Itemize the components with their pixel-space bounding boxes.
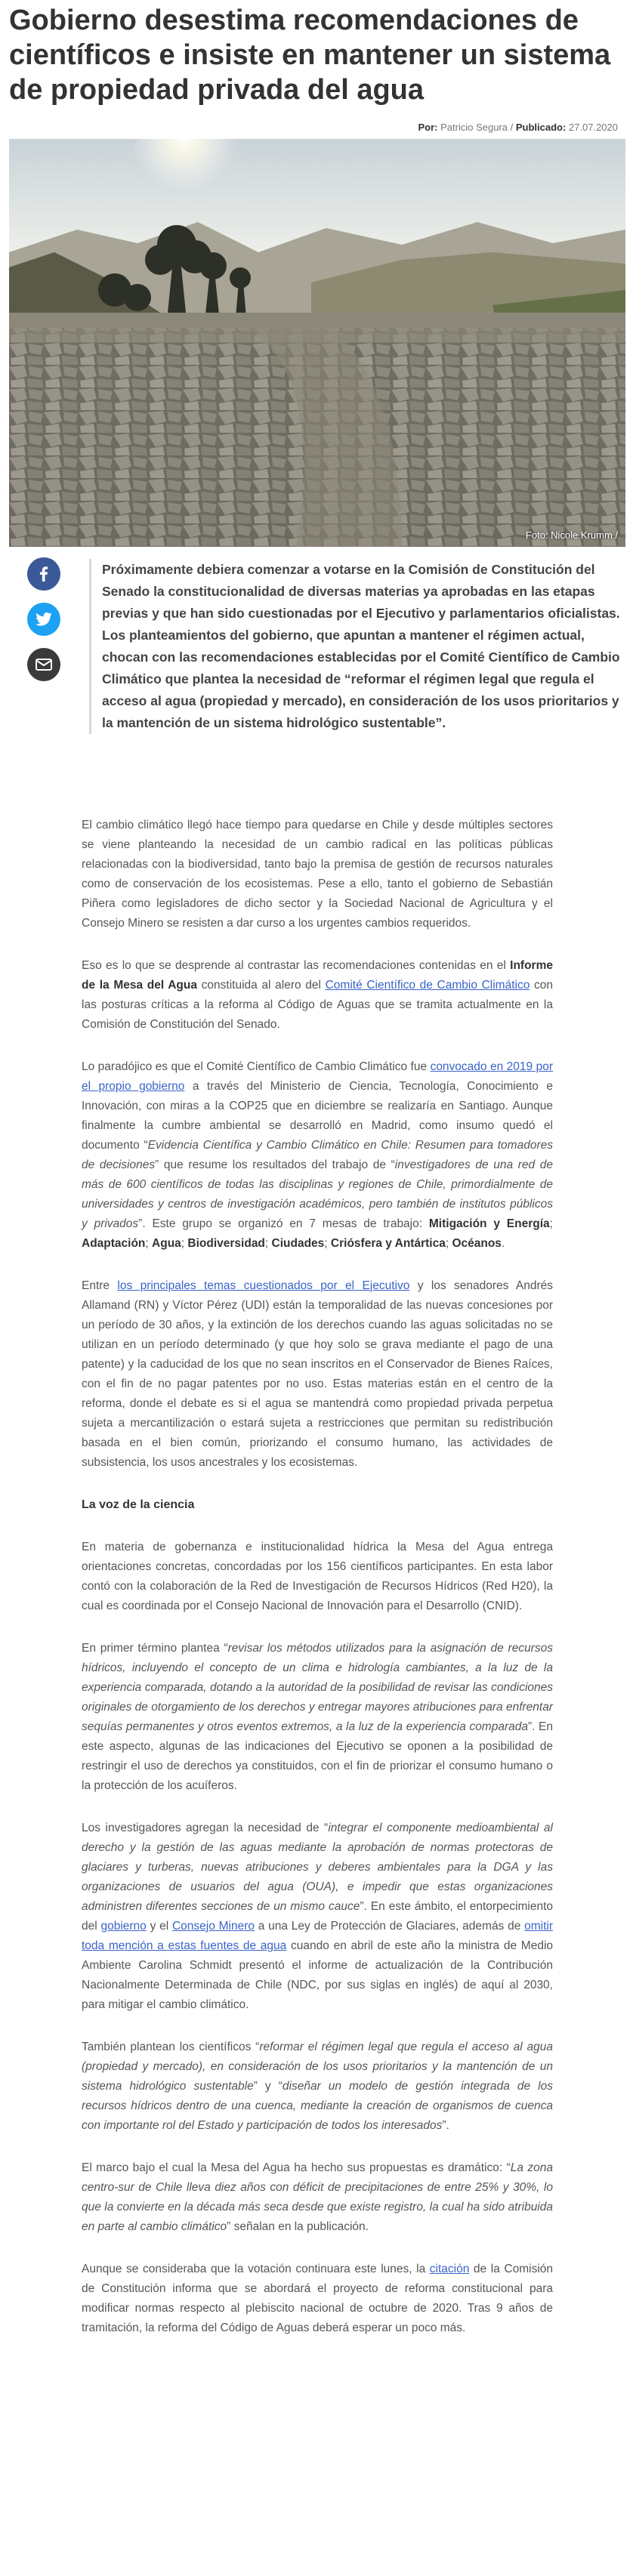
text-run: El marco bajo el cual la Mesa del Agua ha hecho sus propuestas es dramático: “: [82, 2161, 511, 2174]
published-date: 27.07.2020: [568, 122, 618, 133]
twitter-icon: [36, 612, 52, 626]
hero-image: [9, 139, 625, 547]
work-group: Océanos: [452, 1237, 502, 1250]
mesa-del-agua-report: Informe de la Mesa del Agua: [82, 959, 553, 992]
paragraph-1: El cambio climático llegó hace tiempo para quedarse en Chile y desde múltiples sectores se viene planteando la necesidad de un cambio radical en las políticas públicas relacionadas con la biodiversidad, tanto bajo la premisa de gestión de recursos naturales como de conservación de los ecosistemas. Pese a ello, tanto el gobierno de Sebastián Piñera como legisladores de dicho sector y la Sociedad Nacional de Agricultura y el Consejo Minero se resisten a dar curso a los urgentes cambios requeridos.: [82, 819, 553, 930]
paragraph-6: [82, 1639, 553, 1796]
share-buttons: [27, 557, 60, 693]
work-group: Adaptación: [82, 1237, 146, 1250]
byline: [0, 116, 633, 139]
separator: ;: [445, 1237, 452, 1250]
quote: reformar el régimen legal que regula el acceso al agua (propiedad y mercado), en consideración de los usos prioritarios y la mantención de un sistema hidrológico sustentable: [82, 2041, 553, 2093]
published-label: Publicado:: [515, 122, 567, 133]
paragraph-5: En materia de gobernanza e institucionalidad hídrica la Mesa del Agua entrega orientaciones concretas, concordadas por los 156 científicos participantes. En esta labor contó con la colaboración de la Red de Investigación de Recursos Hídricos (Red H20), la cual es coordinada por el Consejo Nacional de Innovación para el Desarrollo (CNID).: [82, 1541, 553, 1612]
text-run: ”. En este aspecto, algunas de las indicaciones del Ejecutivo se oponen a la posibilidad de restringir el uso de derechos ya constituidos, con el fin de priorizar el consumo humano o la protección de los acuíferos.: [82, 1720, 553, 1792]
text-run: a una Ley de Protección de Glaciares, además de: [254, 1920, 525, 1933]
separator: ;: [145, 1237, 153, 1250]
lead-section: [0, 547, 633, 752]
quote: investigadores de una red de más de 600 científicos de todas las disciplinas y regiones de Chile, primordialmente de universidades y centros de investigación académicos, pero también de institutos públicos y privados: [82, 1158, 553, 1230]
paragraph-9: [82, 2158, 553, 2237]
article-title: Gobierno desestima recomendaciones de científicos e insiste en mantener un sistema de propiedad privada del agua: [9, 5, 611, 106]
byline-separator: /: [508, 122, 516, 133]
separator: ;: [324, 1237, 331, 1250]
author-name[interactable]: Patricio Segura: [440, 122, 508, 133]
text-run: Aunque se consideraba que la votación continuara este lunes, la: [82, 2263, 430, 2275]
text-run: a través del Ministerio de Ciencia, Tecnología, Conocimiento e Innovación, con miras a la COP25 que en diciembre se realizaría en Santiago. Aunque finalmente la cumbre ambiental se desarrolló en Madrid, como insumo quedó el documento “: [82, 1080, 553, 1152]
email-share-button[interactable]: [27, 648, 60, 681]
quote: diseñar un modelo de gestión integrada de los recursos hídricos dentro de una cuenca, mediante la creación de organismos de cuenca con importante rol del Estado y participación de todos los interesados: [82, 2080, 553, 2132]
work-group: Criósfera y Antártica: [330, 1237, 446, 1250]
work-group: Mitigación y Energía: [428, 1217, 550, 1230]
facebook-icon: [36, 566, 51, 582]
quote: La zona centro-sur de Chile lleva diez años con déficit de precipitaciones de entre 25% y 30%, lo que la convierte en la década más seca desde que existe registro, la cual ha sido atribuida en parte al cambio climático: [82, 2161, 553, 2233]
link-omitir-mencion[interactable]: omitir toda mención a estas fuentes de agua: [82, 1920, 553, 1952]
separator: .: [501, 1237, 505, 1250]
text-run: cuando en abril de este año la ministra de Medio Ambiente Carolina Schmidt presentó el informe de actualización de la Contribución Nacionalmente Determinada de Chile (NDC, por sus siglas en inglés) de aquí al 2030, para mitigar el cambio climático.: [82, 1939, 554, 2011]
facebook-share-button[interactable]: [27, 557, 60, 591]
paragraph-7: [82, 1819, 553, 2015]
article-lead: Próximamente debiera comenzar a votarse en la Comisión de Constitución del Senado la constitucionalidad de diversas materias ya aprobadas en las etapas previas y que han sido cuestionadas por el Ejecutivo y parlamentarios oficialistas. Los planteamientos del gobierno, que apuntan a mantener el régimen actual, chocan con las recomendaciones establecidas por el Comité Científico de Cambio Climático que plantea la necesidad de “reformar el régimen legal que regula el acceso al agua (propiedad y mercado), en consideración de los usos prioritarios y la mantención de un sistema hidrológico sustentable”.: [89, 559, 631, 734]
text-run: Entre: [82, 1279, 118, 1292]
paragraph-8: [82, 2038, 553, 2136]
photo-credit: Foto: Nicole Krumm /: [525, 529, 618, 541]
paragraph-3: [82, 1057, 553, 1254]
link-convocado-2019[interactable]: convocado en 2019 por el propio gobierno: [82, 1060, 553, 1093]
article-body: [82, 816, 553, 2361]
paragraph-4: [82, 1276, 553, 1473]
text-run: Los investigadores agregan la necesidad de “: [82, 1822, 329, 1834]
text-run: y los senadores Andrés Allamand (RN) y Víctor Pérez (UDI) están la temporalidad de las nuevas concesiones por un período de 30 años, y la extinción de los derechos cuando las aguas solicitadas no se utilizan en un período determinado (y que hoy solo se grava mediante el pago de una patente) y la caducidad de los que no sean inscritos en el Conservador de Bienes Raíces, con el fin de no pagar patentes por no uso. Estas materias están en el centro de la reforma, donde el debate es si el agua se mantendrá como propiedad privada perpetua sujeta a mercantilización o estará sujeta a restricciones que permitan su redistribución basada en el bien común, priorizando el consumo humano, las actividades de subsistencia, los usos ancestrales y los ecosistemas.: [82, 1279, 553, 1469]
quote: revisar los métodos utilizados para la asignación de recursos hídricos, incluyendo el concepto de un clima e hidrología cambiantes, a la luz de la experiencia comparada, dotando a la autoridad de la posibilidad de revisar las condiciones originales de otorgamiento de los derechos y entregar mayores atribuciones para enfrentar sequías permanentes y otros eventos extremos, a la luz de la experiencia comparada: [82, 1642, 553, 1733]
text-run: En primer término plantea “: [82, 1642, 228, 1655]
text-run: de la Comisión de Constitución informa que se abordará el proyecto de reforma constitucional para modificar normas respecto al plebiscito nacional de octubre de 2020. Tras 9 años de tramitación, la reforma del Código de Aguas deberá esperar un poco más.: [82, 2263, 553, 2334]
text-run: ” y “: [253, 2080, 283, 2093]
separator: ;: [181, 1237, 188, 1250]
link-consejo-minero[interactable]: Consejo Minero: [171, 1920, 255, 1933]
paragraph-2: [82, 956, 553, 1035]
quote: integrar el componente medioambiental al derecho y la gestión de las aguas mediante la aprobación de normas protectoras de glaciares y turberas, nuevas atribuciones y deberes ambientales para la DGA y las organizaciones de usuarios del agua (OUA), e impedir que estas organizaciones administren diferentes secciones de un mismo cauce: [82, 1822, 553, 1913]
dry-riverbed-photo: [9, 139, 625, 547]
document-title: Evidencia Científica y Cambio Climático en Chile: Resumen para tomadores de decisiones: [82, 1139, 553, 1171]
work-group: Agua: [152, 1237, 181, 1250]
text-run: y el: [146, 1920, 172, 1933]
link-temas-cuestionados[interactable]: los principales temas cuestionados por el Ejecutivo: [117, 1279, 410, 1292]
link-citacion[interactable]: citación: [429, 2263, 470, 2275]
text-run: ”. En este ámbito, el entorpecimiento del: [82, 1900, 554, 1933]
link-gobierno[interactable]: gobierno: [100, 1920, 147, 1933]
text-run: ” que resume los resultados del trabajo de “: [155, 1158, 395, 1171]
author-label: Por:: [418, 122, 438, 133]
separator: ;: [264, 1237, 272, 1250]
paragraph-10: [82, 2260, 553, 2338]
work-group: Ciudades: [271, 1237, 325, 1250]
separator: ;: [549, 1217, 553, 1230]
subheading: La voz de la ciencia: [82, 1498, 195, 1511]
text-run: Lo paradójico es que el Comité Científico de Cambio Climático fue: [82, 1060, 431, 1073]
link-comite-cientifico[interactable]: Comité Científico de Cambio Climático: [325, 979, 530, 992]
text-run: constituida al alero del: [197, 979, 326, 992]
work-group: Biodiversidad: [187, 1237, 265, 1250]
email-icon: [36, 658, 52, 671]
twitter-share-button[interactable]: [27, 603, 60, 636]
text-run: con las posturas críticas a la reforma al Código de Aguas que se tramita actualmente en la Comisión de Constitución del Senado.: [82, 979, 553, 1031]
text-run: ” señalan en la publicación.: [227, 2220, 369, 2233]
text-run: También plantean los científicos “: [82, 2041, 260, 2053]
text-run: ”.: [442, 2119, 449, 2132]
text-run: ”. Este grupo se organizó en 7 mesas de trabajo:: [138, 1217, 429, 1230]
text-run: Eso es lo que se desprende al contrastar las recomendaciones contenidas en el: [82, 959, 511, 972]
